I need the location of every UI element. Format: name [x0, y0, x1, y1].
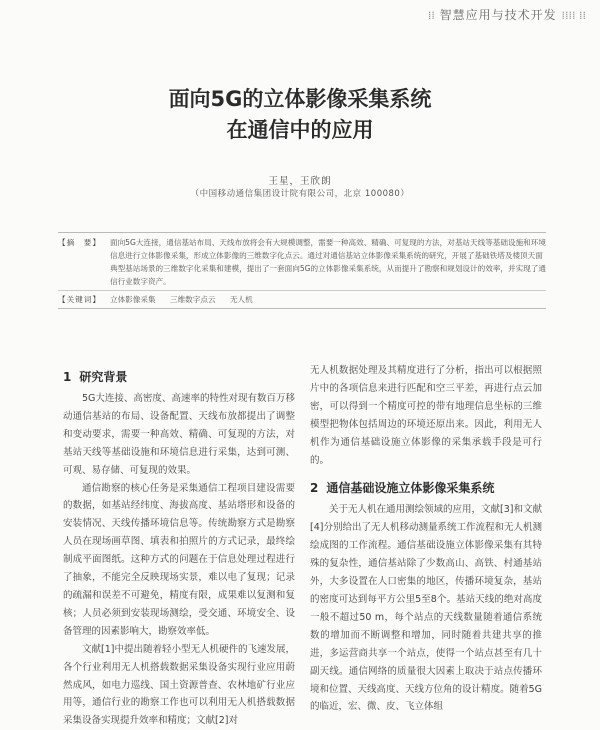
keyword: 立体影像采集 — [110, 295, 156, 304]
section-title: 通信基础设施立体影像采集系统 — [326, 481, 495, 496]
paper-title-line-1: 面向5G的立体影像采集系统 — [168, 87, 432, 111]
keyword: 无人机 — [229, 295, 253, 304]
keywords-label: 【关键词】 — [58, 295, 101, 304]
body-paragraph: 无人机数据处理及其精度进行了分析，指出可以根据照片中的各项信息来进行匹配和空三平差，再进行点云加密，可以得到一个精度可控的带有地理信息坐标的三维模型把物体包括周边的环境还原出来。因此，利用无人机作为通信基础设施立体影像的采集承载手段是可行的。 — [310, 365, 542, 466]
body-column-left — [63, 362, 295, 730]
keywords-row — [58, 290, 546, 306]
running-header — [428, 6, 586, 23]
header-decoration-right: ⁞⁞⁞⁞ ⁞⁞ — [561, 9, 586, 22]
journal-section-title: 智慧应用与技术开发 — [439, 8, 557, 22]
abstract-label: 【摘 要】 — [58, 238, 101, 247]
authors: 王星，王欣朗 — [268, 176, 332, 187]
affiliation: （中国移动通信集团设计院有限公司，北京 100080） — [190, 189, 410, 199]
abstract-text: 面向5G大连接，通信基站布局、天线布放将会有大规模调整，需要一种高效、精确、可复现的方法，对基站天线等基础设施和环境信息进行立体影像采集，形成立体影像的三维数字化点云。通过对通信基站立体影像采集系统的研究，开展了基础铁塔及楼顶天面典型基站场景的三维数字化采集和建模，提出了一套面向5G的立体影像采集系统，从而提升了勘察和规划设计的效率，并实现了通信行业数字资产。 — [110, 238, 546, 286]
body-paragraph: 关于无人机在通用测绘领域的应用，文献[3]和文献[4]分别给出了无人机移动测量系统工作流程和无人机测绘成图的工作流程。通信基础设施立体影像采集有其特殊的复杂性，通信基站除了少数高山、高铁、村通基站外，大多设置在人口密集的地区，传播环境复杂，基站的密度可达到每平方公里5至8个。基站天线的绝对高度一般不超过50 m，每个站点的天线数量随着通信系统数的增加而不断调整和增加，同时随着共建共享的推进，多运营商共享一个站点，使得一个站点甚至有几十副天线。通信网络的质量很大因素上取决于站点传播环境和位置、天线高度、天线方位角的设计精度。随着5G的临近，宏、微、皮、飞立体组 — [310, 504, 542, 713]
keywords-list — [110, 293, 546, 306]
section-title: 研究背景 — [79, 370, 128, 384]
section-heading-2 — [310, 479, 542, 497]
body-paragraph: 文献[1]中提出随着轻小型无人机硬件的飞速发展，各个行业利用无人机搭载数据采集设备实现行业应用蔚然成风，如电力巡线、国土资源普查、农林地矿行业应用等，通信行业的勘察工作也可以利用无人机搭载数据采集设备实现提升效率和精度；文献[2]对 — [63, 643, 295, 727]
abstract-row — [58, 236, 546, 288]
keyword: 三维数字点云 — [169, 295, 216, 304]
paper-title — [0, 84, 600, 146]
body-paragraph: 通信勘察的核心任务是采集通信工程项目建设需要的数据，如基站经纬度、海拔高度、基站塔形和设备的安装情况、天线传播环境信息等。传统勘察方式是勘察人员在现场画草图、填表和拍照片的方式记录，最终绘制成平面图纸。这种方式的问题在于信息处理过程进行了抽象，不能完全反映现场实景，难以电了复现；记录的疏漏和误差不可避免，精度有限，成果难以复测和复核；人员必须到安装现场测绘，受交通、环境安全、设备管理的因素影响大，勘察效率低。 — [63, 482, 295, 637]
section-number: 2 — [310, 481, 319, 496]
paper-title-line-2: 在通信中的应用 — [226, 118, 374, 142]
header-decoration-left: ⁞⁞ — [427, 9, 435, 22]
body-column-right — [310, 362, 542, 716]
section-heading-1 — [63, 368, 295, 386]
abstract-box — [58, 232, 546, 309]
section-number: 1 — [63, 370, 72, 384]
body-paragraph: 5G大连接、高密度、高速率的特性对现有数百万移动通信基站的布局、设备配置、天线布放都提出了调整和变动要求，需要一种高效、精确、可复现的方法，对基站天线等基础设施和环境信息进行采集，达到可测、可观、易存储、可复现的效果。 — [63, 393, 295, 476]
